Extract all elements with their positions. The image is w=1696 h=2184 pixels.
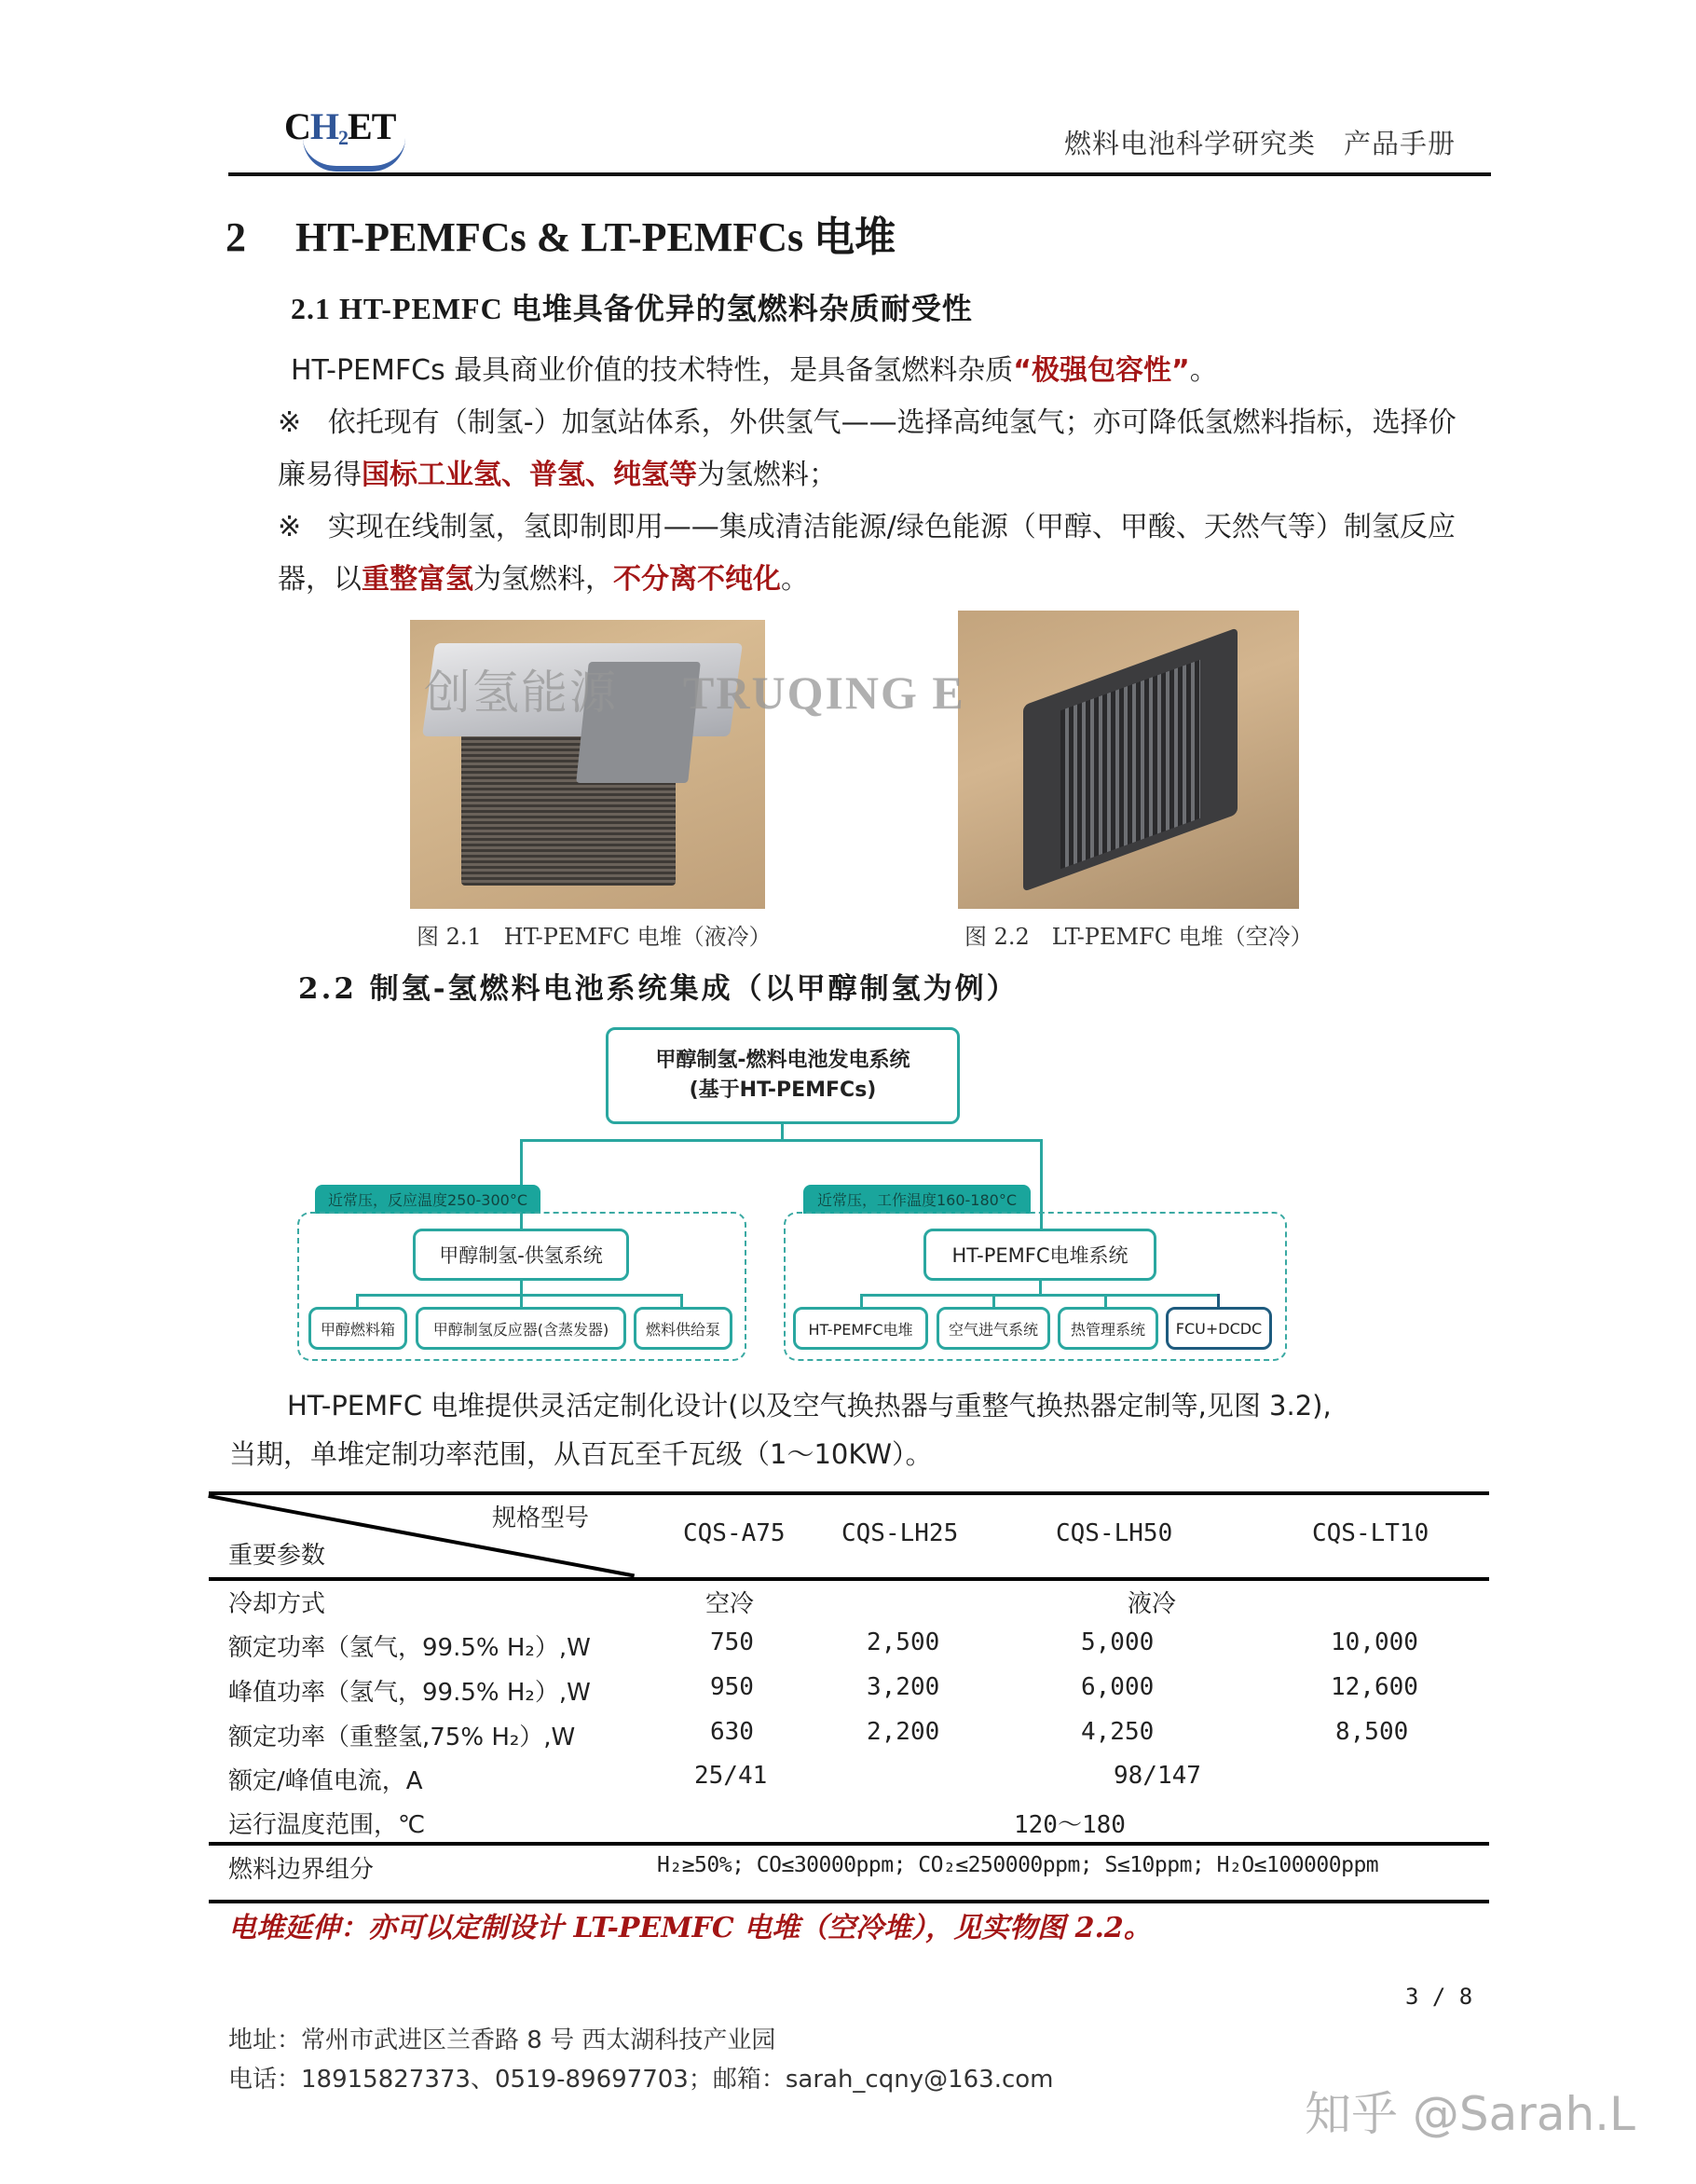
header-title: 燃料电池科学研究类 产品手册 <box>1063 128 1456 159</box>
footer-address: 地址：常州市武进区兰香路 8 号 西太湖科技产业园 <box>228 2026 776 2054</box>
corner-param-label: 重要参数 <box>228 1542 326 1570</box>
company-logo <box>284 104 424 179</box>
methanol-hydrogen-supply-node: 甲醇制氢-供氢系统 <box>413 1229 629 1281</box>
model-header: CQS-A75 <box>683 1519 786 1547</box>
leaf-methanol-tank: 甲醇燃料箱 <box>308 1307 407 1350</box>
footer-contact: 电话：18915827373、0519-89697703；邮箱：sarah_cqny@163.com <box>228 2066 1054 2094</box>
leaf-fcu-dcdc: FCU+DCDC <box>1166 1307 1272 1350</box>
table-mid-rule <box>209 1842 1489 1846</box>
figure-2-2-caption: 图 2.2 LT-PEMFC 电堆（空冷） <box>964 924 1313 950</box>
logo-wordmark: $CH_2ET$ <box>284 105 396 149</box>
image-watermark: 创氢能源 TRUQING E <box>424 666 965 719</box>
leaf-ht-pemfc-stack: HT-PEMFC电堆 <box>793 1307 928 1350</box>
leaf-thermal-management: 热管理系统 <box>1058 1307 1158 1350</box>
zhihu-watermark: 知乎 @Sarah.L <box>1305 2087 1635 2141</box>
diagram-root-node: 甲醇制氢-燃料电池发电系统 (基于HT-PEMFCs) <box>606 1027 960 1124</box>
customization-paragraph: HT-PEMFC 电堆提供灵活定制化设计(以及空气换热器与重整气换热器定制等,见图 3.2), 当期，单堆定制功率范围，从百瓦至千瓦级（1～10KW）。 <box>229 1390 1332 1470</box>
leaf-methanol-reformer: 甲醇制氢反应器(含蒸发器) <box>416 1307 626 1350</box>
subsection-2-2-heading: 2.2 制氢-氢燃料电池系统集成（以甲醇制氢为例） <box>298 972 1019 1006</box>
intro-paragraph: HT-PEMFCs 最具商业价值的技术特性，是具备氢燃料杂质“极强包容性”。 ※ 依托现有（制氢-）加氢站体系，外供氢气——选择高纯氢气；亦可降低氢燃料指标，选择价廉易得国标工业氢、普氢、纯氢等为氢燃料； ※ 实现在线制氢，氢即制即用——集成清洁能源/绿色能源（甲醇、甲酸、天然气等）制氢反应器，以重整富氢为氢燃料，不分离不纯化。 <box>278 354 1457 596</box>
table-header-rule <box>209 1577 1489 1581</box>
leaf-air-intake-system: 空气进气系统 <box>937 1307 1050 1350</box>
model-header: CQS-LT10 <box>1312 1519 1429 1547</box>
leaf-fuel-pump: 燃料供给泵 <box>634 1307 732 1350</box>
stack-extension-note: 电堆延伸：亦可以定制设计 LT-PEMFC 电堆（空冷堆），见实物图 2.2。 <box>228 1912 1152 1944</box>
corner-model-label: 规格型号 <box>492 1504 590 1532</box>
model-header: CQS-LH50 <box>1056 1519 1173 1547</box>
right-condition-tag: 近常压，工作温度160-180°C <box>803 1185 1031 1214</box>
left-condition-tag: 近常压，反应温度250-300°C <box>315 1185 540 1214</box>
ht-pemfc-stack-system-node: HT-PEMFC电堆系统 <box>923 1229 1156 1281</box>
lt-pemfc-stack-photo <box>958 611 1299 909</box>
section-title: 2 HT-PEMFCs & LT-PEMFCs 电堆 <box>226 214 896 260</box>
table-bottom-rule <box>209 1900 1489 1903</box>
model-header: CQS-LH25 <box>841 1519 959 1547</box>
page-number: 3 / 8 <box>1405 1984 1473 2010</box>
figure-2-1-caption: 图 2.1 HT-PEMFC 电堆（液冷） <box>417 924 772 950</box>
subsection-2-1-heading: 2.1 HT-PEMFC 电堆具备优异的氢燃料杂质耐受性 <box>291 292 973 325</box>
header-divider <box>228 172 1491 176</box>
logo-arc-icon <box>303 138 405 172</box>
table-top-rule <box>209 1491 1489 1495</box>
